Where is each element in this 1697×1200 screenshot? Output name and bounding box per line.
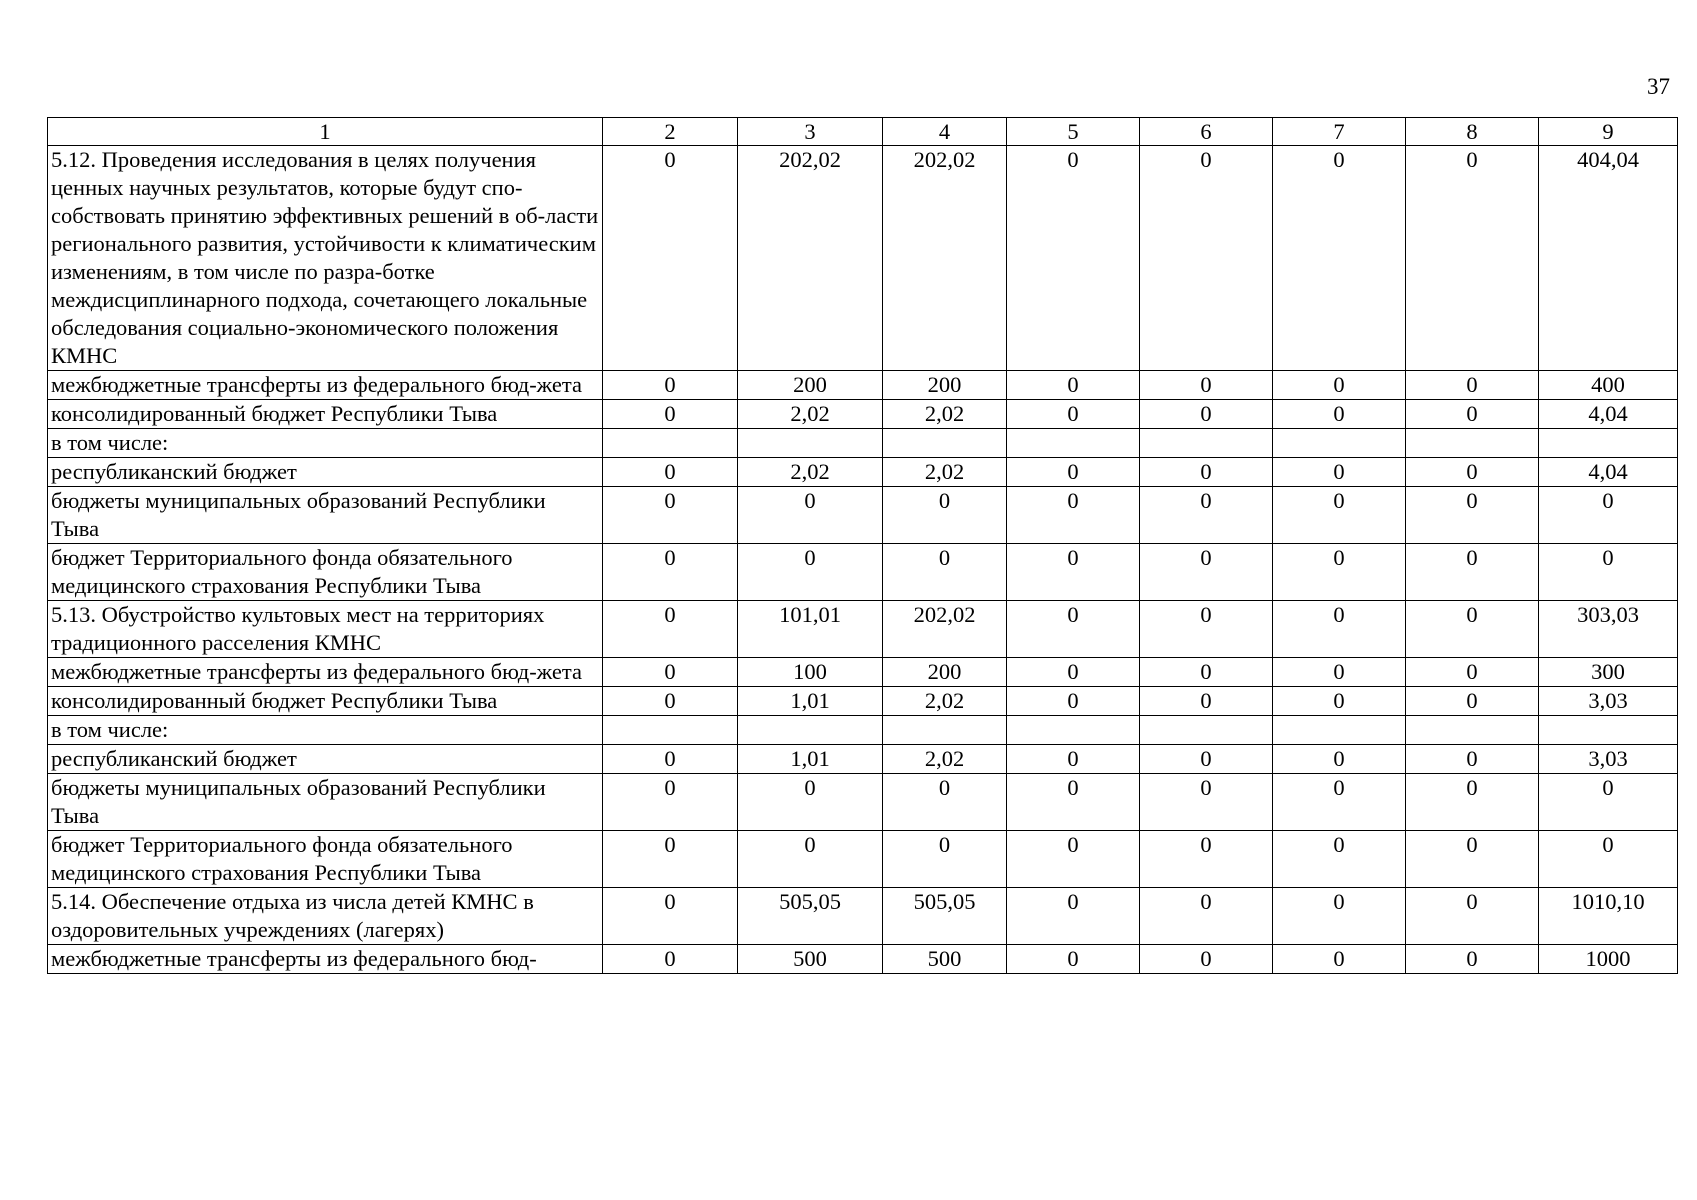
value-cell-col-5: 0	[1007, 745, 1140, 774]
value-cell-col-9: 404,04	[1539, 146, 1678, 371]
value-cell-col-9: 303,03	[1539, 601, 1678, 658]
value-cell-col-8: 0	[1406, 371, 1539, 400]
row-label: бюджет Территориального фонда обязательного медицинского страхования Республики Тыва	[48, 831, 603, 888]
value-cell-col-3	[738, 716, 883, 745]
value-cell-col-6: 0	[1140, 945, 1273, 974]
value-cell-col-4: 0	[883, 774, 1007, 831]
value-cell-col-7: 0	[1273, 601, 1406, 658]
value-cell-col-2: 0	[603, 458, 738, 487]
table-row	[48, 658, 1678, 687]
value-cell-col-8: 0	[1406, 146, 1539, 371]
value-cell-col-7: 0	[1273, 371, 1406, 400]
value-cell-col-4: 200	[883, 658, 1007, 687]
value-cell-col-3: 500	[738, 945, 883, 974]
value-cell-col-2: 0	[603, 774, 738, 831]
value-cell-col-2: 0	[603, 601, 738, 658]
value-cell-col-5: 0	[1007, 945, 1140, 974]
value-cell-col-5: 0	[1007, 888, 1140, 945]
table-row	[48, 745, 1678, 774]
row-label: межбюджетные трансферты из федерального бюд-жета	[48, 658, 603, 687]
row-label: бюджет Территориального фонда обязательного медицинского страхования Республики Тыва	[48, 544, 603, 601]
value-cell-col-6: 0	[1140, 146, 1273, 371]
value-cell-col-6: 0	[1140, 774, 1273, 831]
value-cell-col-3: 0	[738, 487, 883, 544]
value-cell-col-8: 0	[1406, 831, 1539, 888]
row-label: консолидированный бюджет Республики Тыва	[48, 687, 603, 716]
value-cell-col-2: 0	[603, 658, 738, 687]
value-cell-col-5: 0	[1007, 544, 1140, 601]
header-cell-9: 9	[1539, 118, 1678, 146]
value-cell-col-3: 505,05	[738, 888, 883, 945]
value-cell-col-6: 0	[1140, 745, 1273, 774]
value-cell-col-4	[883, 429, 1007, 458]
table-row	[48, 687, 1678, 716]
value-cell-col-3: 0	[738, 831, 883, 888]
value-cell-col-9: 0	[1539, 544, 1678, 601]
value-cell-col-7	[1273, 429, 1406, 458]
budget-table	[47, 117, 1678, 974]
value-cell-col-7: 0	[1273, 400, 1406, 429]
row-label: межбюджетные трансферты из федерального бюд-	[48, 945, 603, 974]
value-cell-col-9: 400	[1539, 371, 1678, 400]
value-cell-col-8	[1406, 429, 1539, 458]
row-label: республиканский бюджет	[48, 745, 603, 774]
value-cell-col-3: 1,01	[738, 745, 883, 774]
value-cell-col-2: 0	[603, 400, 738, 429]
value-cell-col-2: 0	[603, 687, 738, 716]
value-cell-col-7: 0	[1273, 458, 1406, 487]
value-cell-col-3: 101,01	[738, 601, 883, 658]
value-cell-col-2: 0	[603, 831, 738, 888]
value-cell-col-4	[883, 716, 1007, 745]
value-cell-col-5: 0	[1007, 601, 1140, 658]
row-label: 5.13. Обустройство культовых мест на территориях традиционного расселения КМНС	[48, 601, 603, 658]
page-number: 37	[1647, 74, 1670, 99]
row-label: межбюджетные трансферты из федерального бюд-жета	[48, 371, 603, 400]
value-cell-col-8: 0	[1406, 774, 1539, 831]
value-cell-col-7: 0	[1273, 687, 1406, 716]
value-cell-col-3: 202,02	[738, 146, 883, 371]
table-row	[48, 458, 1678, 487]
value-cell-col-3: 1,01	[738, 687, 883, 716]
header-cell-7: 7	[1273, 118, 1406, 146]
value-cell-col-6	[1140, 429, 1273, 458]
table-row	[48, 774, 1678, 831]
value-cell-col-7: 0	[1273, 487, 1406, 544]
value-cell-col-2: 0	[603, 146, 738, 371]
value-cell-col-2: 0	[603, 544, 738, 601]
value-cell-col-6	[1140, 716, 1273, 745]
value-cell-col-5: 0	[1007, 831, 1140, 888]
value-cell-col-4: 2,02	[883, 745, 1007, 774]
value-cell-col-8: 0	[1406, 687, 1539, 716]
value-cell-col-5: 0	[1007, 658, 1140, 687]
table-row	[48, 146, 1678, 371]
value-cell-col-7: 0	[1273, 658, 1406, 687]
value-cell-col-4: 202,02	[883, 601, 1007, 658]
value-cell-col-6: 0	[1140, 458, 1273, 487]
value-cell-col-8: 0	[1406, 544, 1539, 601]
value-cell-col-5: 0	[1007, 687, 1140, 716]
value-cell-col-4: 200	[883, 371, 1007, 400]
header-cell-2: 2	[603, 118, 738, 146]
table-row	[48, 400, 1678, 429]
value-cell-col-9: 4,04	[1539, 458, 1678, 487]
value-cell-col-9: 4,04	[1539, 400, 1678, 429]
header-cell-5: 5	[1007, 118, 1140, 146]
value-cell-col-9: 1000	[1539, 945, 1678, 974]
table-row	[48, 601, 1678, 658]
value-cell-col-6: 0	[1140, 601, 1273, 658]
value-cell-col-9: 0	[1539, 831, 1678, 888]
value-cell-col-4: 0	[883, 544, 1007, 601]
value-cell-col-8: 0	[1406, 888, 1539, 945]
header-cell-3: 3	[738, 118, 883, 146]
value-cell-col-3: 0	[738, 774, 883, 831]
value-cell-col-8: 0	[1406, 945, 1539, 974]
header-cell-6: 6	[1140, 118, 1273, 146]
table-row	[48, 831, 1678, 888]
value-cell-col-8: 0	[1406, 400, 1539, 429]
value-cell-col-3: 2,02	[738, 458, 883, 487]
value-cell-col-9: 0	[1539, 487, 1678, 544]
table-row	[48, 888, 1678, 945]
value-cell-col-2: 0	[603, 945, 738, 974]
value-cell-col-4: 0	[883, 831, 1007, 888]
value-cell-col-8: 0	[1406, 487, 1539, 544]
value-cell-col-7: 0	[1273, 888, 1406, 945]
value-cell-col-9	[1539, 716, 1678, 745]
row-label: бюджеты муниципальных образований Республики Тыва	[48, 774, 603, 831]
value-cell-col-6: 0	[1140, 687, 1273, 716]
value-cell-col-8: 0	[1406, 601, 1539, 658]
value-cell-col-4: 2,02	[883, 400, 1007, 429]
value-cell-col-4: 500	[883, 945, 1007, 974]
value-cell-col-7: 0	[1273, 945, 1406, 974]
value-cell-col-6: 0	[1140, 544, 1273, 601]
row-label: в том числе:	[48, 429, 603, 458]
value-cell-col-9: 1010,10	[1539, 888, 1678, 945]
value-cell-col-8: 0	[1406, 658, 1539, 687]
header-cell-1: 1	[48, 118, 603, 146]
table-row	[48, 371, 1678, 400]
value-cell-col-7: 0	[1273, 745, 1406, 774]
value-cell-col-6: 0	[1140, 400, 1273, 429]
value-cell-col-9: 3,03	[1539, 687, 1678, 716]
row-label: 5.14. Обеспечение отдыха из числа детей КМНС в оздоровительных учреждениях (лагерях)	[48, 888, 603, 945]
value-cell-col-6: 0	[1140, 888, 1273, 945]
value-cell-col-5: 0	[1007, 487, 1140, 544]
table-row	[48, 716, 1678, 745]
value-cell-col-6: 0	[1140, 371, 1273, 400]
value-cell-col-7: 0	[1273, 544, 1406, 601]
row-label: 5.12. Проведения исследования в целях получения ценных научных результатов, которые будут спо-собствовать принятию эффективных решений в об-ласти регионального развития, устойчивости к климатическим изменениям, в том числе по разра-ботке междисциплинарного подхода, сочетающего локальные обследования социально-экономического положения КМНС	[48, 146, 603, 371]
value-cell-col-3	[738, 429, 883, 458]
value-cell-col-5: 0	[1007, 400, 1140, 429]
value-cell-col-7: 0	[1273, 831, 1406, 888]
value-cell-col-2	[603, 716, 738, 745]
table-row	[48, 429, 1678, 458]
value-cell-col-4: 505,05	[883, 888, 1007, 945]
value-cell-col-9: 300	[1539, 658, 1678, 687]
value-cell-col-7: 0	[1273, 774, 1406, 831]
value-cell-col-5: 0	[1007, 458, 1140, 487]
value-cell-col-2: 0	[603, 745, 738, 774]
header-cell-4: 4	[883, 118, 1007, 146]
value-cell-col-9: 0	[1539, 774, 1678, 831]
value-cell-col-2: 0	[603, 487, 738, 544]
value-cell-col-5: 0	[1007, 774, 1140, 831]
table-row	[48, 945, 1678, 974]
value-cell-col-2	[603, 429, 738, 458]
row-label: в том числе:	[48, 716, 603, 745]
row-label: консолидированный бюджет Республики Тыва	[48, 400, 603, 429]
value-cell-col-6: 0	[1140, 831, 1273, 888]
table-row	[48, 544, 1678, 601]
value-cell-col-8: 0	[1406, 458, 1539, 487]
value-cell-col-6: 0	[1140, 658, 1273, 687]
value-cell-col-3: 2,02	[738, 400, 883, 429]
value-cell-col-4: 202,02	[883, 146, 1007, 371]
value-cell-col-7: 0	[1273, 146, 1406, 371]
value-cell-col-4: 2,02	[883, 458, 1007, 487]
table-row	[48, 487, 1678, 544]
value-cell-col-5: 0	[1007, 146, 1140, 371]
value-cell-col-8	[1406, 716, 1539, 745]
value-cell-col-3: 100	[738, 658, 883, 687]
value-cell-col-3: 0	[738, 544, 883, 601]
value-cell-col-2: 0	[603, 888, 738, 945]
value-cell-col-2: 0	[603, 371, 738, 400]
value-cell-col-4: 0	[883, 487, 1007, 544]
value-cell-col-5: 0	[1007, 371, 1140, 400]
header-row	[48, 118, 1678, 146]
row-label: бюджеты муниципальных образований Республики Тыва	[48, 487, 603, 544]
table-body	[48, 118, 1678, 974]
value-cell-col-4: 2,02	[883, 687, 1007, 716]
value-cell-col-9	[1539, 429, 1678, 458]
value-cell-col-6: 0	[1140, 487, 1273, 544]
value-cell-col-9: 3,03	[1539, 745, 1678, 774]
value-cell-col-5	[1007, 716, 1140, 745]
row-label: республиканский бюджет	[48, 458, 603, 487]
value-cell-col-5	[1007, 429, 1140, 458]
value-cell-col-3: 200	[738, 371, 883, 400]
header-cell-8: 8	[1406, 118, 1539, 146]
value-cell-col-8: 0	[1406, 745, 1539, 774]
value-cell-col-7	[1273, 716, 1406, 745]
